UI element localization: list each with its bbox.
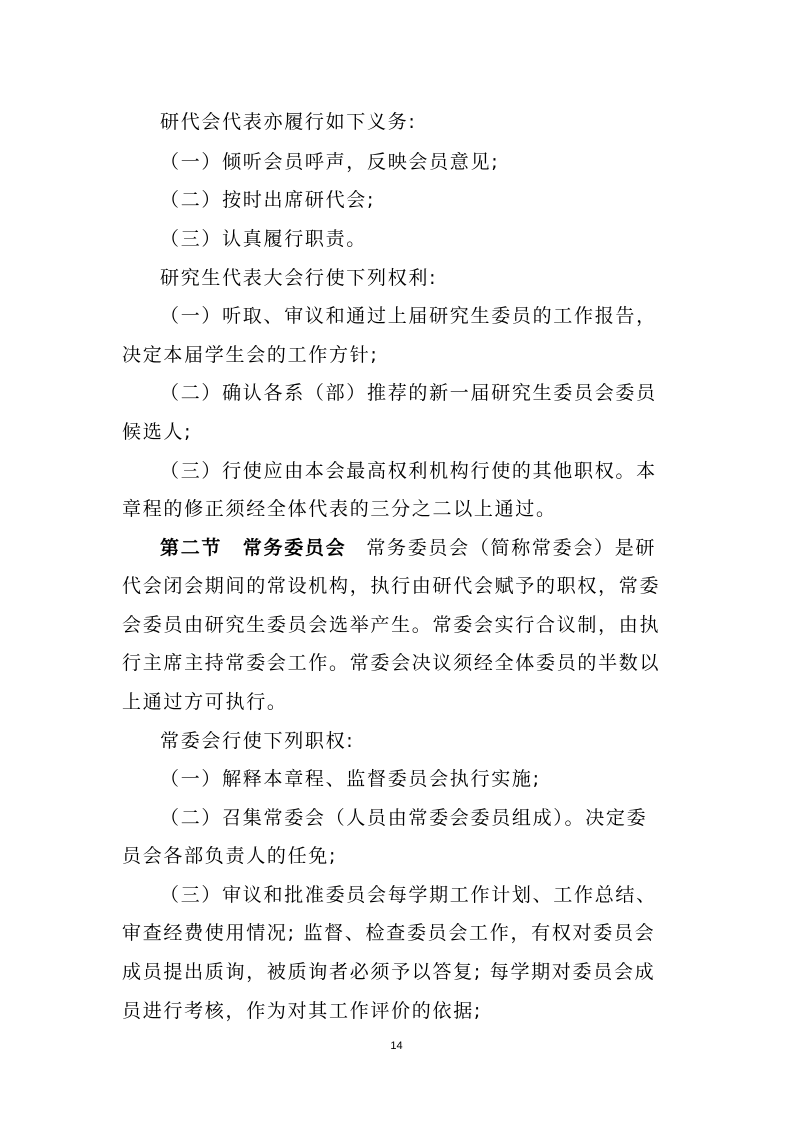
list-item-right-1: （一）听取、审议和通过上届研究生委员的工作报告， xyxy=(160,305,657,327)
list-item-power-3: （三）审议和批准委员会每学期工作计划、工作总结、 xyxy=(160,884,657,906)
section-paragraph-line: 行主席主持常委会工作。常委会决议须经全体委员的半数以 xyxy=(122,652,661,674)
list-item-right-3: （三）行使应由本会最高权利机构行使的其他职权。本 xyxy=(160,460,657,482)
list-item-duty-2: （二）按时出席研代会; xyxy=(160,189,376,211)
list-item-power-3-cont: 员进行考核，作为对其工作评价的依据; xyxy=(122,1000,483,1022)
section-paragraph-line: 代会闭会期间的常设机构，执行由研代会赋予的职权，常委 xyxy=(122,575,661,597)
section-paragraph-line: 上通过方可执行。 xyxy=(122,691,288,713)
list-item-power-3-cont: 审查经费使用情况; 监督、检查委员会工作，有权对委员会 xyxy=(122,922,656,944)
list-item-power-1: （一）解释本章程、监督委员会执行实施; xyxy=(160,768,541,790)
list-item-power-3-cont: 成员提出质询，被质询者必须予以答复; 每学期对委员会成 xyxy=(122,961,656,983)
list-item-right-1-cont: 决定本届学生会的工作方针; xyxy=(122,344,379,366)
section-paragraph-first-line xyxy=(160,536,656,560)
list-item-power-2-cont: 员会各部负责人的任免; xyxy=(122,845,338,867)
list-item-duty-3: （三）认真履行职责。 xyxy=(160,228,368,250)
paragraph-rights-intro: 研究生代表大会行使下列权利: xyxy=(160,267,438,289)
section-paragraph-line: 会委员由研究生委员会选举产生。常委会实行合议制，由执 xyxy=(122,614,661,636)
list-item-power-2: （二）召集常委会（人员由常委会委员组成）。决定委 xyxy=(160,807,648,829)
paragraph-powers-intro: 常委会行使下列职权: xyxy=(160,730,355,752)
list-item-duty-1: （一）倾听会员呼声，反映会员意见; xyxy=(160,151,500,173)
paragraph-duties-intro: 研代会代表亦履行如下义务: xyxy=(160,111,417,133)
list-item-right-2-cont: 候选人; xyxy=(122,421,193,443)
list-item-right-3-cont: 章程的修正须经全体代表的三分之二以上通过。 xyxy=(122,498,557,520)
section-heading: 第二节 常务委员会 xyxy=(160,537,347,559)
section-first-line-text: 常务委员会（简称常委会）是研 xyxy=(366,537,657,559)
list-item-right-2: （二）确认各系（部）推荐的新一届研究生委员会委员 xyxy=(160,382,657,404)
page-number: 14 xyxy=(390,1040,403,1052)
